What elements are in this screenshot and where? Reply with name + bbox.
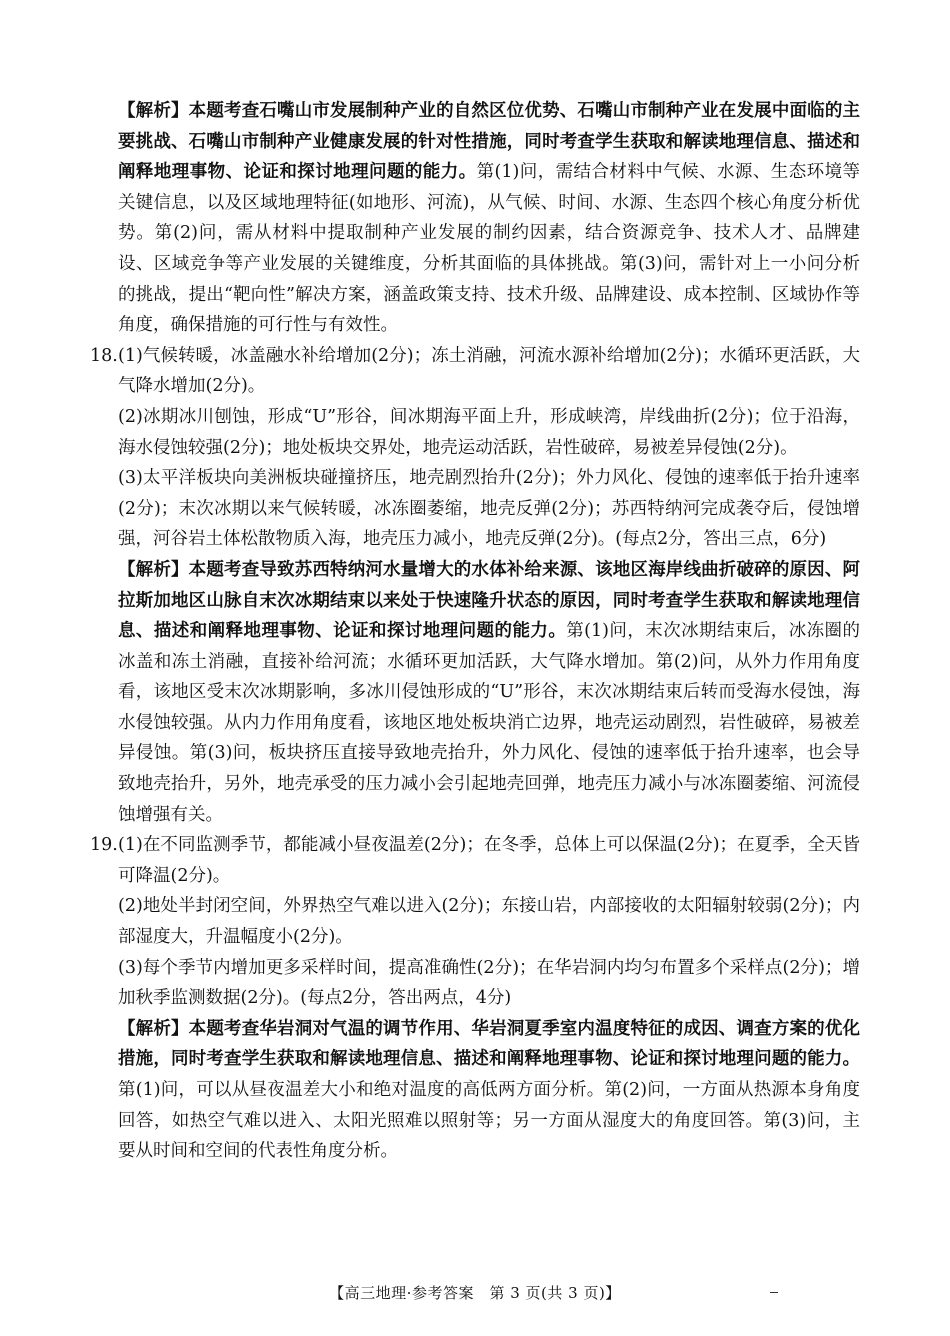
question-19	[90, 830, 860, 1167]
q18-answer-1: (1)气候转暖，冰盖融水补给增加(2分)；冻土消融，河流水源补给增加(2分)；水循环更活跃，大气降水增加(2分)。	[118, 345, 860, 397]
q19-answer-3: (3)每个季节内增加更多采样时间，提高准确性(2分)；在华岩洞内均匀布置多个采样点(2分)；增加秋季监测数据(2分)。(每点2分，答出两点，4分)	[118, 957, 860, 1009]
question-18-answers	[118, 341, 860, 831]
q18-answer-2: (2)冰期冰川刨蚀，形成“U”形谷，间冰期海平面上升，形成峡湾，岸线曲折(2分)；位于沿海，海水侵蚀较强(2分)；地处板块交界处，地壳运动活跃，岩性破碎，易被差异侵蚀(2分)。	[118, 406, 860, 458]
page-footer: 【高三地理·参考答案 第 3 页(共 3 页)】	[329, 1284, 621, 1302]
analysis-17-heading: 【解析】本题考查石嘴山市发展制种产业的自然区位优势、石嘴山市制种产业在发展中面临的主要挑战、石嘴山市制种产业健康发展的针对性措施，同时考查学生获取和解读地理信息、描述和阐释地理事物、论证和探讨地理问题的能力。	[118, 101, 860, 183]
q19-answer-1: (1)在不同监测季节，都能减小昼夜温差(2分)；在冬季，总体上可以保温(2分)；在夏季，全天皆可降温(2分)。	[118, 835, 860, 886]
answer-content	[90, 96, 860, 1167]
question-18-number: 18.	[90, 345, 118, 366]
question-19-answers	[118, 830, 860, 1167]
q18-analysis-heading: 【解析】本题考查导致苏西特纳河水量增大的水体补给来源、该地区海岸线曲折破碎的原因、阿拉斯加地区山脉自末次冰期结束以来处于快速隆升状态的原因，同时考查学生获取和解读地理信息、描述和阐释地理事物、论证和探讨地理问题的能力。	[118, 559, 860, 642]
q19-analysis	[118, 1014, 860, 1167]
q18-answer-3: (3)太平洋板块向美洲板块碰撞挤压，地壳剧烈抬升(2分)；外力风化、侵蚀的速率低于抬升速率(2分)；末次冰期以来气候转暖，冰冻圈萎缩，地壳反弹(2分)；苏西特纳河完成袭夺后，侵蚀增强，河谷岩土体松散物质入海，地壳压力减小，地壳反弹(2分)。(每点2分，答出三点，6分)	[118, 468, 860, 550]
corner-mark	[770, 1292, 778, 1293]
q19-analysis-body: 第(1)问，可以从昼夜温差大小和绝对温度的高低两方面分析。第(2)问，一方面从热源本身角度回答，如热空气难以进入、太阳光照难以照射等；另一方面从湿度大的角度回答。第(3)问，主要从时间和空间的代表性角度分析。	[118, 1080, 860, 1162]
question-18	[90, 341, 860, 831]
question-19-number: 19.	[90, 835, 118, 856]
analysis-17-body: 第(1)问，需结合材料中气候、水源、生态环境等关键信息，以及区域地理特征(如地形、河流)，从气候、时间、水源、生态四个核心角度分析优势。第(2)问，需从材料中提取制种产业发展的制约因素，结合资源竞争、技术人才、品牌建设、区域竞争等产业发展的关键维度，分析其面临的具体挑战。第(3)问，需针对上一小问分析的挑战，提出“靶向性”解决方案，涵盖政策支持、技术升级、品牌建设、成本控制、区域协作等角度，确保措施的可行性与有效性。	[118, 162, 860, 336]
q18-analysis	[118, 555, 860, 830]
q19-analysis-heading: 【解析】本题考查华岩洞对气温的调节作用、华岩洞夏季室内温度特征的成因、调查方案的优化措施，同时考查学生获取和解读地理信息、描述和阐释地理事物、论证和探讨地理问题的能力。	[118, 1018, 860, 1070]
q18-analysis-body: 第(1)问，末次冰期结束后，冰冻圈的冰盖和冻土消融，直接补给河流；水循环更加活跃，大气降水增加。第(2)问，从外力作用角度看，该地区受末次冰期影响，多冰川侵蚀形成的“U”形谷，末次冰期结束后转而受海水侵蚀，海水侵蚀较强。从内力作用角度看，该地区地处板块消亡边界，地壳运动剧烈，岩性破碎，易被差异侵蚀。第(3)问，板块挤压直接导致地壳抬升，外力风化、侵蚀的速率低于抬升速率，也会导致地壳抬升，另外，地壳承受的压力减小会引起地壳回弹，地壳压力减小与冰冻圈萎缩、河流侵蚀增强有关。	[118, 621, 860, 825]
q19-answer-2: (2)地处半封闭空间，外界热空气难以进入(2分)；东接山岩，内部接收的太阳辐射较弱(2分)；内部湿度大，升温幅度小(2分)。	[118, 896, 860, 948]
analysis-17	[90, 96, 860, 341]
